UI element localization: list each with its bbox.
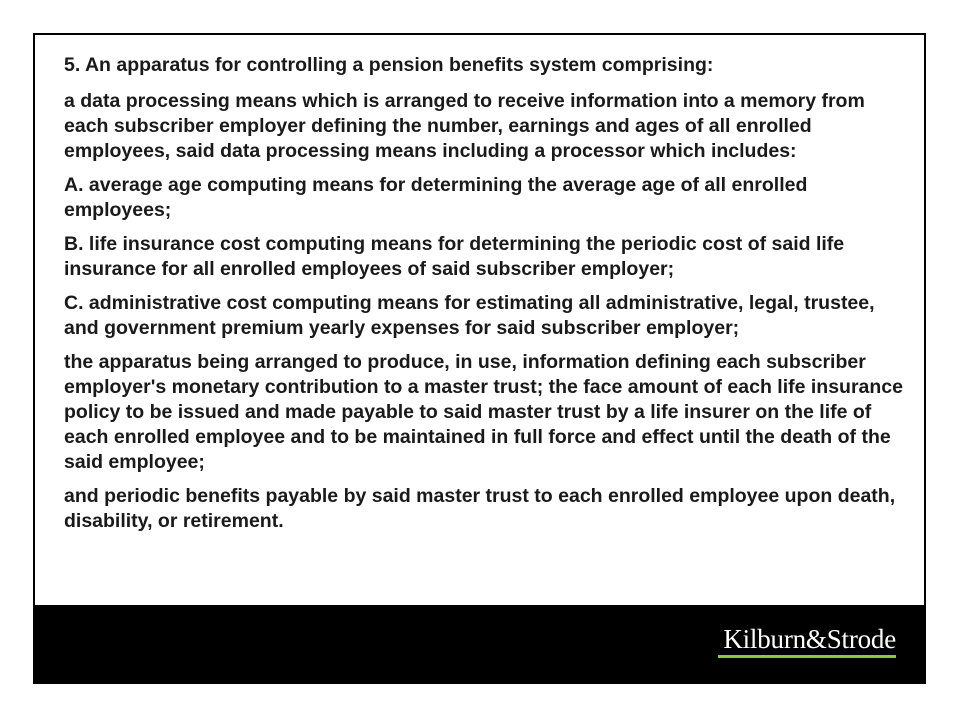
claim-paragraph: the apparatus being arranged to produce, in use, information defining each subscriber employer's monetary contribution to a master trust; the face amount of each life insurance policy to be issued and made payable to said master trust by a life insurer on the life of each enrolled employee and to be maintained in full force and effect until the death of the said employee; <box>64 351 903 473</box>
logo-underline <box>718 655 896 658</box>
claim-item-a: A. average age computing means for determining the average age of all enrolled employees; <box>64 174 808 221</box>
company-logo: Kilburn&Strode <box>723 624 896 654</box>
claim-text <box>64 53 914 543</box>
claim-item-c: C. administrative cost computing means for estimating all administrative, legal, trustee, and government premium yearly expenses for said subscriber employer; <box>64 292 875 339</box>
claim-paragraph: a data processing means which is arranged to receive information into a memory from each subscriber employer defining the number, earnings and ages of all enrolled employees, said data processing means including a processor which includes: <box>64 90 865 162</box>
claim-paragraph: and periodic benefits payable by said master trust to each enrolled employee upon death, disability, or retirement. <box>64 485 896 532</box>
slide <box>33 33 926 684</box>
claim-item-b: B. life insurance cost computing means for determining the periodic cost of said life insurance for all enrolled employees of said subscriber employer; <box>64 233 845 280</box>
claim-heading: 5. An apparatus for controlling a pension benefits system comprising: <box>64 54 714 76</box>
footer-bar <box>35 605 924 682</box>
